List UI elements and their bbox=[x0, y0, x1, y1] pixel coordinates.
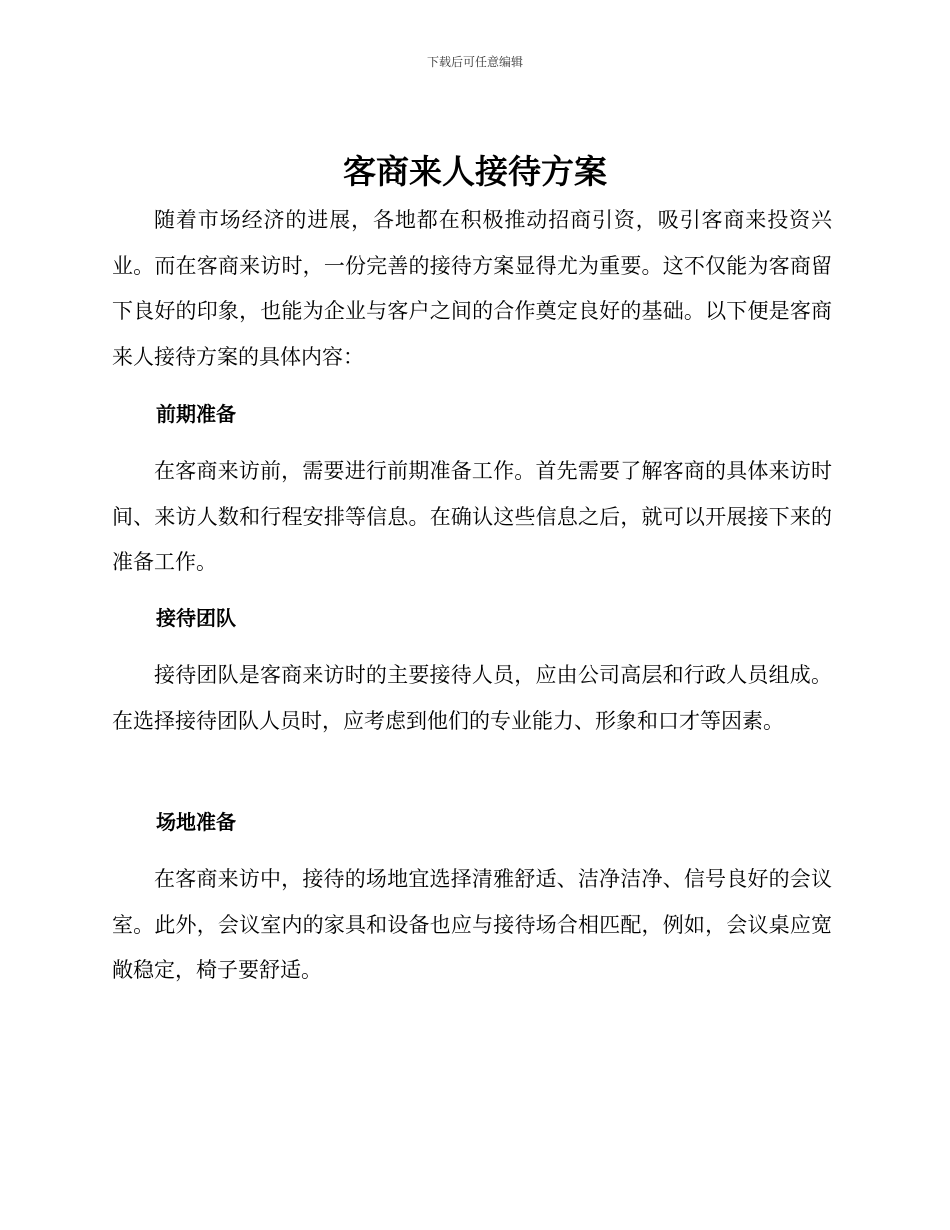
document-title: 客商来人接待方案 bbox=[343, 152, 607, 191]
section-body-preparation: 在客商来访前，需要进行前期准备工作。首先需要了解客商的具体来访时间、来访人数和行程安排等信息。在确认这些信息之后，就可以开展接下来的准备工作。 bbox=[112, 459, 832, 574]
section-heading-venue: 场地准备 bbox=[156, 810, 236, 834]
intro-paragraph: 随着市场经济的进展，各地都在积极推动招商引资，吸引客商来投资兴业。而在客商来访时，一份完善的接待方案显得尤为重要。这不仅能为客商留下良好的印象，也能为企业与客户之间的合作奠定良好的基础。以下便是客商来人接待方案的具体内容： bbox=[112, 208, 832, 369]
section-body-venue: 在客商来访中，接待的场地宜选择清雅舒适、洁净洁净、信号良好的会议室。此外，会议室内的家具和设备也应与接待场合相匹配，例如，会议桌应宽敞稳定，椅子要舒适。 bbox=[112, 867, 832, 982]
section-heading-preparation: 前期准备 bbox=[156, 402, 236, 426]
section-heading-reception-team: 接待团队 bbox=[156, 606, 236, 630]
section-body-reception-team: 接待团队是客商来访时的主要接待人员，应由公司高层和行政人员组成。在选择接待团队人员时，应考虑到他们的专业能力、形象和口才等因素。 bbox=[112, 663, 832, 733]
page-header-note: 下载后可任意编辑 bbox=[426, 55, 523, 69]
